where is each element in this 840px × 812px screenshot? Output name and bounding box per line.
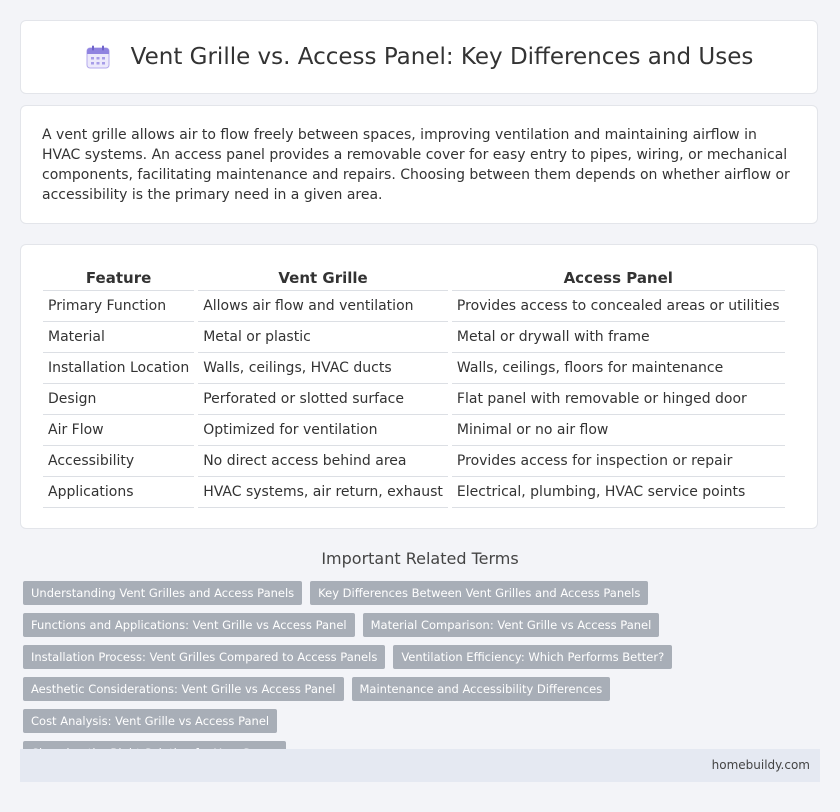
- column-header-access-panel: Access Panel: [452, 265, 785, 291]
- table-row: [43, 322, 785, 353]
- table-cell: Metal or drywall with frame: [452, 322, 785, 353]
- table-row: [43, 415, 785, 446]
- related-term-link[interactable]: Cost Analysis: Vent Grille vs Access Panel: [23, 709, 277, 733]
- related-term-link[interactable]: Key Differences Between Vent Grilles and Access Panels: [310, 581, 648, 605]
- related-term-link[interactable]: Ventilation Efficiency: Which Performs Better?: [393, 645, 672, 669]
- table-cell: Allows air flow and ventilation: [198, 291, 448, 322]
- footer-site-link[interactable]: homebuildy.com: [711, 758, 810, 772]
- table-row: [43, 384, 785, 415]
- footer-bar: [20, 749, 820, 782]
- table-cell: Provides access to concealed areas or utilities: [452, 291, 785, 322]
- table-cell: Metal or plastic: [198, 322, 448, 353]
- table-header-row: [43, 265, 785, 291]
- table-cell: Electrical, plumbing, HVAC service points: [452, 477, 785, 508]
- table-cell: Perforated or slotted surface: [198, 384, 448, 415]
- table-cell: Optimized for ventilation: [198, 415, 448, 446]
- calendar-icon: [85, 44, 111, 70]
- table-row: [43, 477, 785, 508]
- related-term-link[interactable]: Installation Process: Vent Grilles Compared to Access Panels: [23, 645, 385, 669]
- table-cell: Accessibility: [43, 446, 194, 477]
- comparison-card: [20, 244, 818, 529]
- table-cell: Applications: [43, 477, 194, 508]
- table-row: [43, 446, 785, 477]
- title-card: [20, 20, 818, 94]
- related-term-link[interactable]: Material Comparison: Vent Grille vs Access Panel: [363, 613, 660, 637]
- table-cell: Minimal or no air flow: [452, 415, 785, 446]
- table-cell: Primary Function: [43, 291, 194, 322]
- column-header-feature: Feature: [43, 265, 194, 291]
- comparison-table: [39, 265, 789, 508]
- related-terms-title: Important Related Terms: [321, 549, 519, 568]
- table-cell: Air Flow: [43, 415, 194, 446]
- related-term-link[interactable]: Functions and Applications: Vent Grille vs Access Panel: [23, 613, 355, 637]
- table-cell: Design: [43, 384, 194, 415]
- table-cell: Provides access for inspection or repair: [452, 446, 785, 477]
- related-term-link[interactable]: Aesthetic Considerations: Vent Grille vs Access Panel: [23, 677, 344, 701]
- column-header-vent-grille: Vent Grille: [198, 265, 448, 291]
- table-cell: Installation Location: [43, 353, 194, 384]
- table-row: [43, 291, 785, 322]
- page-title: Vent Grille vs. Access Panel: Key Differences and Uses: [130, 44, 754, 70]
- table-cell: Walls, ceilings, floors for maintenance: [452, 353, 785, 384]
- table-cell: Flat panel with removable or hinged door: [452, 384, 785, 415]
- table-cell: Walls, ceilings, HVAC ducts: [198, 353, 448, 384]
- table-row: [43, 353, 785, 384]
- related-terms-list: [23, 581, 823, 773]
- table-cell: HVAC systems, air return, exhaust: [198, 477, 448, 508]
- related-term-link[interactable]: Maintenance and Accessibility Differences: [352, 677, 611, 701]
- table-cell: Material: [43, 322, 194, 353]
- related-term-link[interactable]: Understanding Vent Grilles and Access Panels: [23, 581, 302, 605]
- table-cell: No direct access behind area: [198, 446, 448, 477]
- intro-card: [20, 105, 818, 224]
- intro-text: A vent grille allows air to flow freely between spaces, improving ventilation and maintaining airflow in HVAC systems. An access panel provides a removable cover for easy entry to pipes, wiring, or mechanical components, facilitating maintenance and repairs. Choosing between them depends on whether airflow or accessibility is the primary need in a given area.: [42, 127, 790, 203]
